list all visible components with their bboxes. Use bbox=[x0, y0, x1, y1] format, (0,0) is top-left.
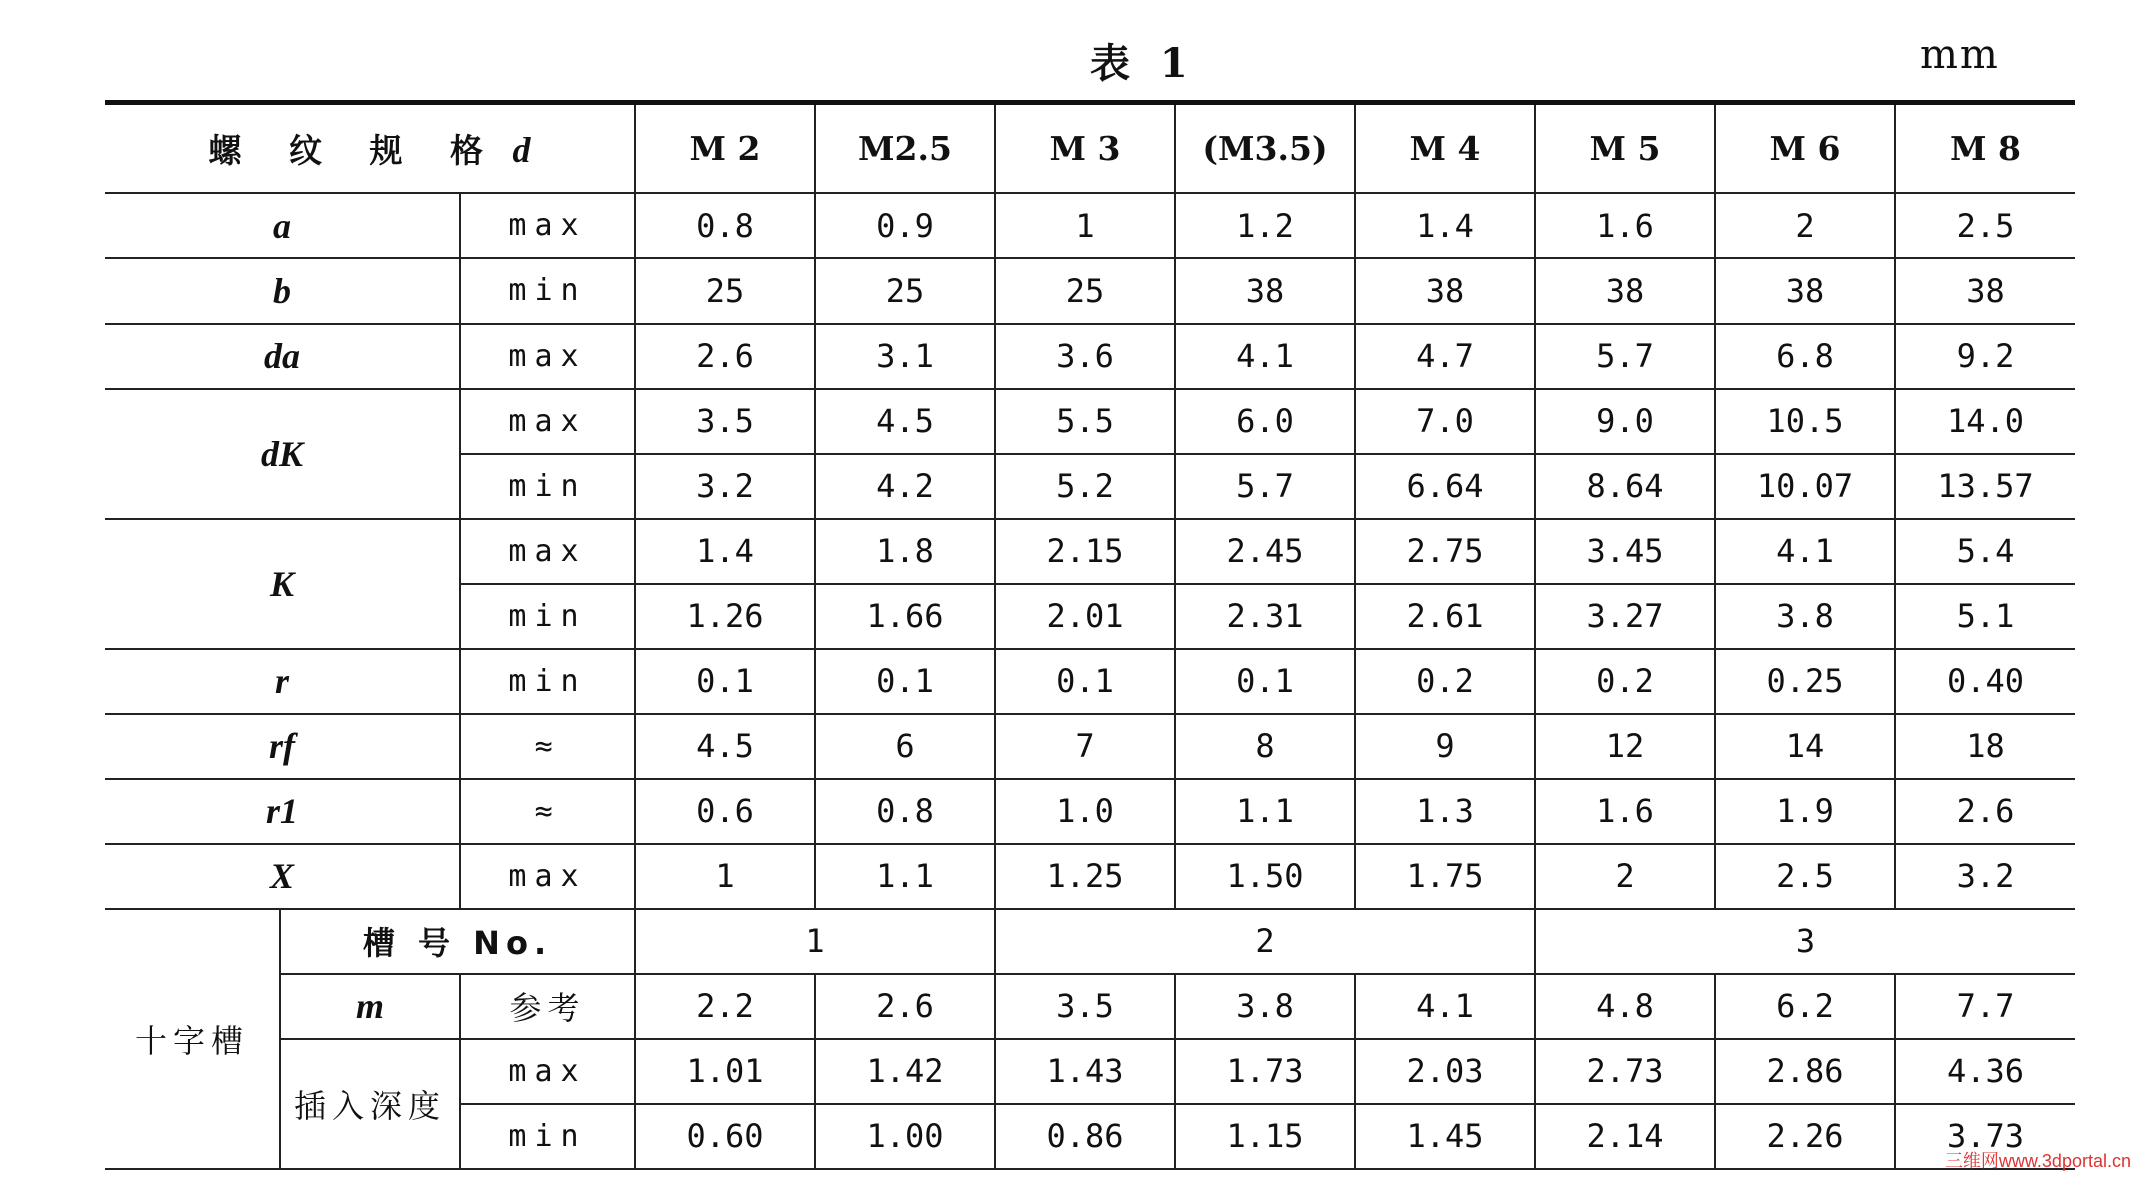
table-cell: 0.25 bbox=[1715, 649, 1895, 714]
row-symbol: K bbox=[105, 519, 460, 649]
row-symbol: b bbox=[105, 258, 460, 323]
table-cell: 0.9 bbox=[815, 193, 995, 258]
row-limit: ≈ bbox=[460, 779, 635, 844]
row-symbol: rf bbox=[105, 714, 460, 779]
table-cell: 1.4 bbox=[635, 519, 815, 584]
thread-spec-symbol: d bbox=[512, 130, 531, 171]
size-header: M 4 bbox=[1355, 103, 1535, 194]
table-cell: 3.27 bbox=[1535, 584, 1715, 649]
table-cell: 38 bbox=[1895, 258, 2075, 323]
table-cell: 2 bbox=[1715, 193, 1895, 258]
watermark: 三维网www.3dportal.cn bbox=[1944, 1151, 2131, 1171]
table-cell: 1.3 bbox=[1355, 779, 1535, 844]
table-cell: 3.8 bbox=[1715, 584, 1895, 649]
row-symbol: r bbox=[105, 649, 460, 714]
table-cell: 2.5 bbox=[1895, 193, 2075, 258]
table-row bbox=[105, 909, 2075, 974]
table-cell: 2.03 bbox=[1355, 1039, 1535, 1104]
size-header: M 5 bbox=[1535, 103, 1715, 194]
table-cell: 1.00 bbox=[815, 1104, 995, 1169]
table-cell: 9.0 bbox=[1535, 389, 1715, 454]
table-cell: 4.2 bbox=[815, 454, 995, 519]
table-cell: 3.2 bbox=[1895, 844, 2075, 909]
table-cell: 1 bbox=[635, 844, 815, 909]
table-cell: 0.2 bbox=[1535, 649, 1715, 714]
table-cell: 2.6 bbox=[635, 324, 815, 389]
row-limit: max bbox=[460, 389, 635, 454]
size-header: M 6 bbox=[1715, 103, 1895, 194]
table-cell: 4.7 bbox=[1355, 324, 1535, 389]
row-limit: min bbox=[460, 584, 635, 649]
table-cell: 3.73 bbox=[1895, 1104, 2075, 1169]
table-cell: 4.5 bbox=[815, 389, 995, 454]
table-cell: 1.6 bbox=[1535, 193, 1715, 258]
table-cell: 14.0 bbox=[1895, 389, 2075, 454]
table-cell: 25 bbox=[635, 258, 815, 323]
table-cell: 8 bbox=[1175, 714, 1355, 779]
table-cell: 1.25 bbox=[995, 844, 1175, 909]
table-cell: 6.0 bbox=[1175, 389, 1355, 454]
table-cell: 9 bbox=[1355, 714, 1535, 779]
table-row bbox=[105, 193, 2075, 258]
table-cell: 2.2 bbox=[635, 974, 815, 1039]
table-cell: 4.1 bbox=[1715, 519, 1895, 584]
table-cell: 0.1 bbox=[815, 649, 995, 714]
table-cell: 5.2 bbox=[995, 454, 1175, 519]
size-header: M 2 bbox=[635, 103, 815, 194]
table-cell: 5.1 bbox=[1895, 584, 2075, 649]
table-cell: 1.45 bbox=[1355, 1104, 1535, 1169]
table-cell: 0.1 bbox=[635, 649, 815, 714]
table-cell: 1 bbox=[995, 193, 1175, 258]
table-cell: 1.0 bbox=[995, 779, 1175, 844]
recess-no-cell: 1 bbox=[635, 909, 995, 974]
table-cell: 18 bbox=[1895, 714, 2075, 779]
table-cell: 25 bbox=[815, 258, 995, 323]
table-cell: 3.45 bbox=[1535, 519, 1715, 584]
size-header: (M3.5) bbox=[1175, 103, 1355, 194]
table-row bbox=[105, 974, 2075, 1039]
row-symbol: da bbox=[105, 324, 460, 389]
table-row bbox=[105, 649, 2075, 714]
table-cell: 4.36 bbox=[1895, 1039, 2075, 1104]
table-row bbox=[105, 519, 2075, 584]
table-cell: 2.01 bbox=[995, 584, 1175, 649]
table-cell: 1.1 bbox=[815, 844, 995, 909]
screw-dimension-table bbox=[105, 100, 2075, 1170]
table-cell: 1.1 bbox=[1175, 779, 1355, 844]
table-cell: 10.5 bbox=[1715, 389, 1895, 454]
table-cell: 10.07 bbox=[1715, 454, 1895, 519]
thread-spec-header bbox=[105, 103, 635, 194]
table-cell: 2.45 bbox=[1175, 519, 1355, 584]
table-row bbox=[105, 714, 2075, 779]
header-row bbox=[105, 103, 2075, 194]
table-cell: 6.64 bbox=[1355, 454, 1535, 519]
recess-group-label: 十字槽 bbox=[105, 909, 280, 1169]
table-cell: 3.5 bbox=[995, 974, 1175, 1039]
table-cell: 14 bbox=[1715, 714, 1895, 779]
table-cell: 2.15 bbox=[995, 519, 1175, 584]
recess-no-cell: 2 bbox=[995, 909, 1535, 974]
row-symbol: a bbox=[105, 193, 460, 258]
table-cell: 0.1 bbox=[995, 649, 1175, 714]
table-cell: 8.64 bbox=[1535, 454, 1715, 519]
table-cell: 1.9 bbox=[1715, 779, 1895, 844]
table-cell: 0.6 bbox=[635, 779, 815, 844]
table-row bbox=[105, 1039, 2075, 1104]
table-cell: 2.6 bbox=[815, 974, 995, 1039]
table-cell: 9.2 bbox=[1895, 324, 2075, 389]
table-cell: 38 bbox=[1535, 258, 1715, 323]
table-cell: 3.2 bbox=[635, 454, 815, 519]
table-cell: 3.8 bbox=[1175, 974, 1355, 1039]
size-header: M2.5 bbox=[815, 103, 995, 194]
table-cell: 13.57 bbox=[1895, 454, 2075, 519]
table-cell: 1.66 bbox=[815, 584, 995, 649]
table-cell: 3.5 bbox=[635, 389, 815, 454]
table-cell: 3.1 bbox=[815, 324, 995, 389]
table-cell: 6.8 bbox=[1715, 324, 1895, 389]
row-limit: min bbox=[460, 1104, 635, 1169]
table-cell: 1.15 bbox=[1175, 1104, 1355, 1169]
row-limit: max bbox=[460, 844, 635, 909]
row-limit: min bbox=[460, 454, 635, 519]
table-cell: 6.2 bbox=[1715, 974, 1895, 1039]
table-cell: 2.61 bbox=[1355, 584, 1535, 649]
table-cell: 1.75 bbox=[1355, 844, 1535, 909]
table-row bbox=[105, 779, 2075, 844]
table-cell: 7.0 bbox=[1355, 389, 1535, 454]
table-cell: 1.4 bbox=[1355, 193, 1535, 258]
table-cell: 5.4 bbox=[1895, 519, 2075, 584]
row-limit: max bbox=[460, 1039, 635, 1104]
table-cell: 1.2 bbox=[1175, 193, 1355, 258]
table-cell: 38 bbox=[1715, 258, 1895, 323]
depth-label: 插入深度 bbox=[280, 1039, 460, 1169]
table-caption: 表 1 bbox=[1090, 40, 1196, 87]
table-cell: 3.6 bbox=[995, 324, 1175, 389]
recess-no-label: 槽 号 No. bbox=[280, 909, 635, 974]
table-cell: 4.5 bbox=[635, 714, 815, 779]
table-cell: 25 bbox=[995, 258, 1175, 323]
table-cell: 1.26 bbox=[635, 584, 815, 649]
table-cell: 5.7 bbox=[1175, 454, 1355, 519]
table-cell: 6 bbox=[815, 714, 995, 779]
table-cell: 4.8 bbox=[1535, 974, 1715, 1039]
table-row bbox=[105, 389, 2075, 454]
table-cell: 0.2 bbox=[1355, 649, 1535, 714]
table-cell: 1.8 bbox=[815, 519, 995, 584]
table-cell: 38 bbox=[1175, 258, 1355, 323]
table-cell: 2.31 bbox=[1175, 584, 1355, 649]
row-symbol: dK bbox=[105, 389, 460, 519]
row-symbol: X bbox=[105, 844, 460, 909]
row-limit: min bbox=[460, 258, 635, 323]
size-header: M 8 bbox=[1895, 103, 2075, 194]
table-cell: 2.73 bbox=[1535, 1039, 1715, 1104]
table-cell: 1.43 bbox=[995, 1039, 1175, 1104]
row-symbol: m bbox=[280, 974, 460, 1039]
table-cell: 2.6 bbox=[1895, 779, 2075, 844]
table-cell: 1.50 bbox=[1175, 844, 1355, 909]
table-cell: 0.60 bbox=[635, 1104, 815, 1169]
table-cell: 2.26 bbox=[1715, 1104, 1895, 1169]
thread-spec-label: 螺 纹 规 格 bbox=[208, 131, 501, 171]
table-row bbox=[105, 258, 2075, 323]
table-cell: 0.8 bbox=[635, 193, 815, 258]
table-cell: 5.7 bbox=[1535, 324, 1715, 389]
row-limit: max bbox=[460, 193, 635, 258]
table-cell: 2.5 bbox=[1715, 844, 1895, 909]
table-cell: 2.75 bbox=[1355, 519, 1535, 584]
table-cell: 4.1 bbox=[1175, 324, 1355, 389]
table-cell: 1.73 bbox=[1175, 1039, 1355, 1104]
unit-label: mm bbox=[1920, 32, 2000, 78]
table-cell: 38 bbox=[1355, 258, 1535, 323]
table-row bbox=[105, 324, 2075, 389]
table-cell: 1.6 bbox=[1535, 779, 1715, 844]
row-limit: ≈ bbox=[460, 714, 635, 779]
row-symbol: r1 bbox=[105, 779, 460, 844]
table-cell: 1.42 bbox=[815, 1039, 995, 1104]
size-header: M 3 bbox=[995, 103, 1175, 194]
table-cell: 1.01 bbox=[635, 1039, 815, 1104]
row-limit: max bbox=[460, 519, 635, 584]
table-cell: 0.8 bbox=[815, 779, 995, 844]
row-limit: 参考 bbox=[460, 974, 635, 1039]
table-cell: 12 bbox=[1535, 714, 1715, 779]
table-cell: 7.7 bbox=[1895, 974, 2075, 1039]
row-limit: min bbox=[460, 649, 635, 714]
table-cell: 0.86 bbox=[995, 1104, 1175, 1169]
table-cell: 0.40 bbox=[1895, 649, 2075, 714]
table-cell: 7 bbox=[995, 714, 1175, 779]
table-cell: 2.86 bbox=[1715, 1039, 1895, 1104]
row-limit: max bbox=[460, 324, 635, 389]
table-cell: 2 bbox=[1535, 844, 1715, 909]
table-row bbox=[105, 844, 2075, 909]
table-cell: 2.14 bbox=[1535, 1104, 1715, 1169]
table-cell: 0.1 bbox=[1175, 649, 1355, 714]
table-cell: 5.5 bbox=[995, 389, 1175, 454]
recess-no-cell: 3 bbox=[1535, 909, 2075, 974]
table-cell: 4.1 bbox=[1355, 974, 1535, 1039]
